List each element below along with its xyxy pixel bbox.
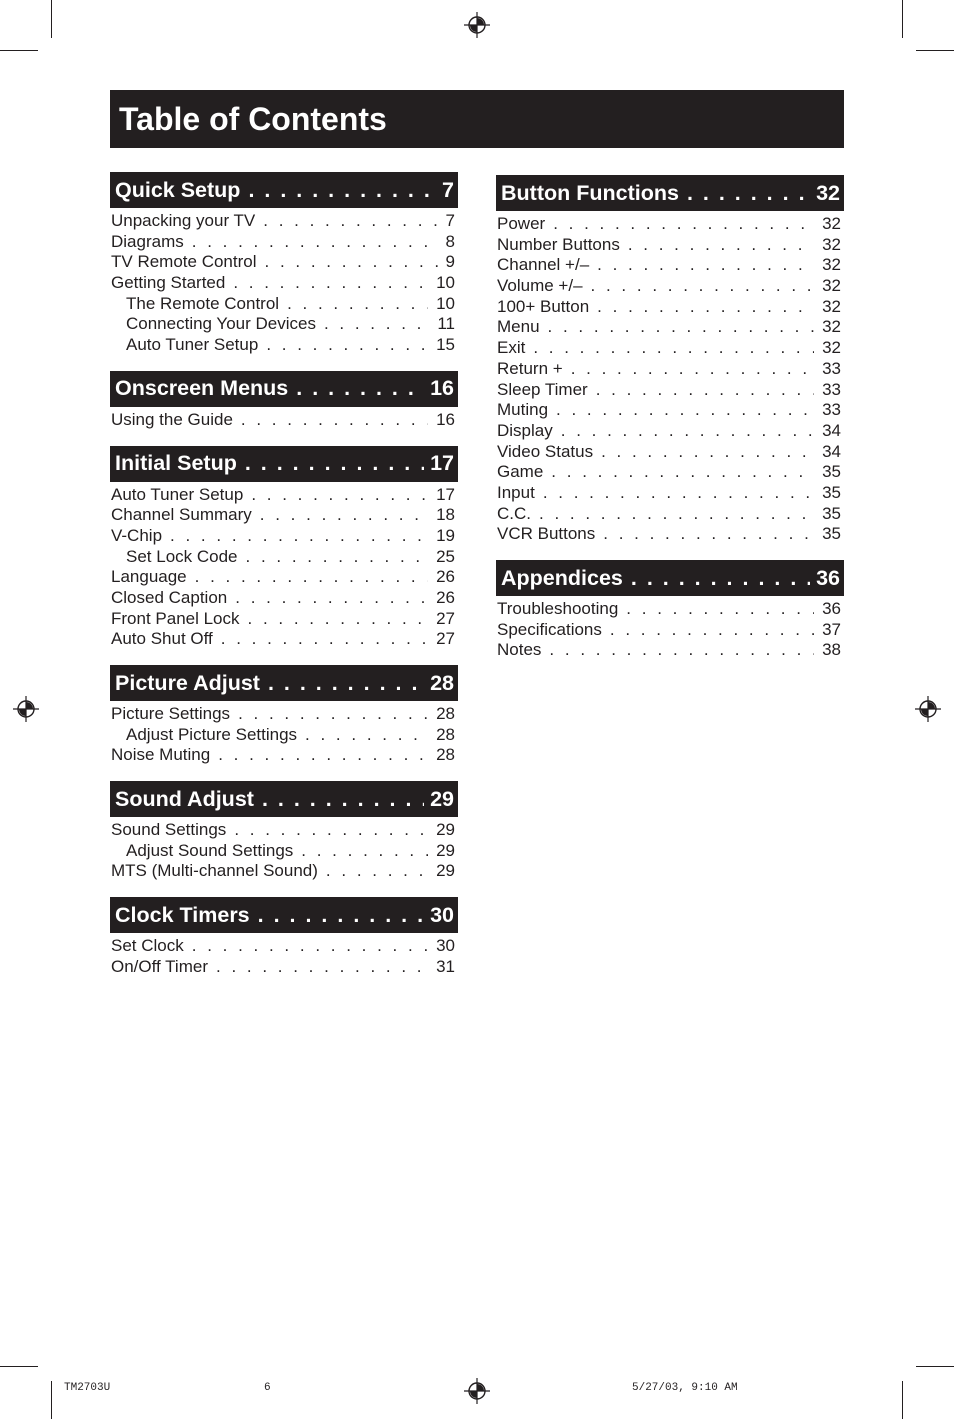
dot-leader <box>234 820 428 841</box>
registration-mark-icon <box>915 696 941 722</box>
toc-entry[interactable] <box>110 410 458 431</box>
section-heading[interactable] <box>110 781 458 817</box>
entry-label: Set Lock Code <box>126 546 238 566</box>
entry-page-number: 16 <box>436 409 455 429</box>
entry-label: Channel Summary <box>111 505 252 525</box>
dot-leader <box>233 273 428 294</box>
dot-leader <box>296 376 424 401</box>
registration-mark-icon <box>464 1378 490 1404</box>
entry-page-number: 11 <box>437 314 455 334</box>
entry-label: Troubleshooting <box>497 599 619 618</box>
entry-label: Picture Settings <box>111 704 231 723</box>
entry-label: Notes <box>497 640 542 660</box>
toc-entry[interactable] <box>110 273 458 294</box>
toc-subentry[interactable] <box>110 335 458 356</box>
entry-label: Getting Started <box>111 273 226 293</box>
dot-leader <box>549 640 814 661</box>
entry-label: Auto Tuner Setup <box>126 335 259 355</box>
dot-leader <box>551 462 814 483</box>
section-heading-label: Onscreen Menus <box>115 376 289 401</box>
toc-entry[interactable] <box>110 957 458 978</box>
entry-page-number: 29 <box>436 840 455 860</box>
dot-leader <box>192 232 438 253</box>
dot-leader <box>561 421 814 442</box>
dot-leader <box>601 442 814 463</box>
entry-page-number: 27 <box>436 608 455 628</box>
toc-subentry[interactable] <box>110 294 458 315</box>
toc-subentry[interactable] <box>110 314 458 335</box>
entry-page-number: 35 <box>822 462 841 482</box>
dot-leader <box>596 380 814 401</box>
entry-page-number: 33 <box>822 379 841 399</box>
dot-leader <box>268 671 424 696</box>
entry-label: Connecting Your Devices <box>126 314 316 334</box>
entry-label: Muting <box>497 400 549 420</box>
title-bar <box>110 90 844 148</box>
entry-label: Number Buttons <box>497 234 620 254</box>
dot-leader <box>192 936 428 957</box>
toc-entry[interactable] <box>110 820 458 841</box>
entry-page-number: 10 <box>436 293 455 313</box>
entry-page-number: 28 <box>436 724 455 744</box>
entry-page-number: 9 <box>445 252 455 272</box>
entry-page-number: 29 <box>436 820 455 840</box>
dot-leader <box>597 297 814 318</box>
entry-page-number: 26 <box>436 587 455 607</box>
entry-page-number: 28 <box>436 704 455 723</box>
toc-entry[interactable] <box>496 483 844 504</box>
entry-page-number: 25 <box>436 546 455 566</box>
section-heading[interactable] <box>110 371 458 407</box>
dot-leader <box>248 609 429 630</box>
toc-section <box>110 781 458 882</box>
entry-label: Return + <box>497 358 563 378</box>
toc-entry[interactable] <box>110 505 458 526</box>
toc-entry[interactable] <box>110 252 458 273</box>
section-page-number: 29 <box>430 786 454 811</box>
dot-leader <box>287 294 428 315</box>
entry-page-number: 31 <box>436 956 455 976</box>
toc-entry[interactable] <box>110 211 458 232</box>
entry-page-number: 8 <box>445 231 455 251</box>
toc-entry-list <box>110 208 458 356</box>
dot-leader <box>262 787 424 812</box>
toc-entry[interactable] <box>110 567 458 588</box>
toc-entry[interactable] <box>496 524 844 545</box>
toc-entry[interactable] <box>496 276 844 297</box>
entry-label: Channel +/– <box>497 255 590 275</box>
dot-leader <box>260 505 428 526</box>
section-heading-label: Sound Adjust <box>115 786 254 811</box>
dot-leader <box>687 181 810 206</box>
toc-entry[interactable] <box>496 255 844 276</box>
dot-leader <box>238 704 428 725</box>
toc-left-column <box>110 172 458 993</box>
dot-leader <box>326 861 428 882</box>
entry-page-number: 32 <box>822 234 841 254</box>
crop-mark <box>902 0 903 38</box>
toc-entry-list <box>110 933 458 977</box>
toc-entry[interactable] <box>110 526 458 547</box>
entry-label: Unpacking your TV <box>111 211 256 230</box>
toc-subentry[interactable] <box>110 841 458 862</box>
entry-page-number: 33 <box>822 400 841 420</box>
entry-page-number: 29 <box>436 861 455 881</box>
entry-page-number: 30 <box>436 936 455 956</box>
entry-page-number: 32 <box>822 296 841 316</box>
section-page-number: 30 <box>430 902 454 927</box>
entry-page-number: 36 <box>822 599 841 618</box>
dot-leader <box>548 317 815 338</box>
crop-mark <box>51 0 52 38</box>
entry-label: Using the Guide <box>111 409 233 429</box>
toc-subentry[interactable] <box>110 547 458 568</box>
entry-page-number: 34 <box>822 420 841 440</box>
footer-code: TM2703U <box>64 1382 111 1394</box>
entry-page-number: 28 <box>436 745 455 765</box>
entry-label: Sound Settings <box>111 820 227 840</box>
entry-label: Noise Muting <box>111 745 211 765</box>
dot-leader <box>216 957 428 978</box>
toc-entry[interactable] <box>496 504 844 525</box>
toc-section <box>110 371 458 431</box>
entry-page-number: 32 <box>822 276 841 296</box>
entry-page-number: 32 <box>822 255 841 275</box>
dot-leader <box>241 410 428 431</box>
entry-page-number: 18 <box>436 505 455 525</box>
dot-leader <box>543 483 814 504</box>
section-page-number: 16 <box>430 376 454 401</box>
crop-mark <box>0 1366 38 1367</box>
dot-leader <box>195 567 428 588</box>
entry-label: Menu <box>497 317 540 337</box>
toc-section <box>110 446 458 651</box>
dot-leader <box>170 526 428 547</box>
toc-entry-list <box>110 701 458 766</box>
crop-mark <box>902 1381 903 1419</box>
entry-label: C.C. <box>497 503 531 523</box>
dot-leader <box>258 903 424 928</box>
toc-entry[interactable] <box>496 620 844 641</box>
entry-label: Adjust Sound Settings <box>126 840 294 860</box>
toc-entry[interactable] <box>110 861 458 882</box>
entry-label: Auto Shut Off <box>111 629 213 649</box>
dot-leader <box>221 629 428 650</box>
dot-leader <box>631 566 810 591</box>
entry-page-number: 35 <box>822 482 841 502</box>
dot-leader <box>628 235 814 256</box>
dot-leader <box>245 451 424 476</box>
dot-leader <box>248 178 436 203</box>
entry-label: 100+ Button <box>497 296 590 316</box>
toc-entry[interactable] <box>110 232 458 253</box>
entry-label: VCR Buttons <box>497 524 596 544</box>
dot-leader <box>251 485 428 506</box>
entry-label: Language <box>111 567 187 587</box>
toc-entry[interactable] <box>110 485 458 506</box>
entry-page-number: 10 <box>436 273 455 293</box>
dot-leader <box>265 252 438 273</box>
dot-leader <box>246 547 429 568</box>
entry-label: Volume +/– <box>497 276 583 296</box>
dot-leader <box>591 276 815 297</box>
entry-page-number: 38 <box>822 640 841 660</box>
entry-label: On/Off Timer <box>111 956 208 976</box>
section-heading[interactable] <box>496 560 844 596</box>
registration-mark-icon <box>464 12 490 38</box>
toc-entry-list <box>496 596 844 661</box>
toc-entry[interactable] <box>496 380 844 401</box>
toc-entry[interactable] <box>496 338 844 359</box>
section-heading-label: Quick Setup <box>115 177 241 202</box>
dot-leader <box>324 314 429 335</box>
registration-mark-icon <box>13 696 39 722</box>
toc-entry[interactable] <box>496 297 844 318</box>
entry-label: V-Chip <box>111 525 163 545</box>
entry-label: Set Clock <box>111 936 184 956</box>
toc-entry[interactable] <box>110 588 458 609</box>
toc-entry[interactable] <box>110 704 458 725</box>
crop-mark <box>51 1381 52 1419</box>
section-page-number: 7 <box>442 177 454 202</box>
toc-entry[interactable] <box>496 442 844 463</box>
entry-label: MTS (Multi-channel Sound) <box>111 861 318 881</box>
toc-entry[interactable] <box>496 400 844 421</box>
entry-label: Diagrams <box>111 231 184 251</box>
section-heading-label: Button Functions <box>501 180 679 205</box>
section-heading[interactable] <box>110 897 458 933</box>
toc-entry-list <box>110 817 458 882</box>
section-page-number: 17 <box>430 451 454 475</box>
entry-page-number: 37 <box>822 619 841 639</box>
dot-leader <box>235 588 428 609</box>
entry-label: Specifications <box>497 619 602 639</box>
dot-leader <box>266 335 428 356</box>
toc-entry[interactable] <box>110 745 458 766</box>
dot-leader <box>218 745 428 766</box>
toc-entry[interactable] <box>496 359 844 380</box>
crop-mark <box>916 50 954 51</box>
entry-label: Adjust Picture Settings <box>126 724 298 744</box>
section-heading[interactable] <box>496 175 844 211</box>
toc-entry-list <box>110 482 458 651</box>
entry-label: Sleep Timer <box>497 379 588 399</box>
entry-label: Input <box>497 482 535 502</box>
entry-label: Display <box>497 420 553 440</box>
toc-entry[interactable] <box>110 629 458 650</box>
dot-leader <box>597 255 814 276</box>
entry-label: Exit <box>497 338 526 358</box>
entry-label: Video Status <box>497 441 594 461</box>
toc-entry[interactable] <box>496 214 844 235</box>
toc-section <box>110 172 458 356</box>
entry-page-number: 17 <box>436 484 455 504</box>
toc-entry-list <box>110 407 458 431</box>
entry-page-number: 19 <box>436 525 455 545</box>
toc-entry[interactable] <box>496 462 844 483</box>
dot-leader <box>556 400 814 421</box>
footer-page-number: 6 <box>264 1382 271 1394</box>
toc-entry[interactable] <box>496 599 844 620</box>
section-heading[interactable] <box>110 665 458 701</box>
entry-page-number: 15 <box>436 335 455 355</box>
section-heading[interactable] <box>110 172 458 208</box>
dot-leader <box>553 214 814 235</box>
entry-label: Front Panel Lock <box>111 608 240 628</box>
toc-section <box>496 560 844 661</box>
entry-page-number: 32 <box>822 214 841 233</box>
entry-page-number: 33 <box>822 358 841 378</box>
footer-datetime: 5/27/03, 9:10 AM <box>632 1382 738 1394</box>
dot-leader <box>263 211 437 232</box>
dot-leader <box>610 620 814 641</box>
toc-section <box>110 665 458 766</box>
section-page-number: 36 <box>816 565 840 590</box>
toc-entry[interactable] <box>110 609 458 630</box>
entry-label: Power <box>497 214 546 233</box>
toc-entry[interactable] <box>496 235 844 256</box>
toc-section <box>496 175 844 545</box>
toc-entry[interactable] <box>496 421 844 442</box>
section-heading-label: Clock Timers <box>115 902 250 927</box>
toc-right-column <box>496 175 844 676</box>
entry-page-number: 27 <box>436 629 455 649</box>
entry-label: TV Remote Control <box>111 252 257 272</box>
page-title: Table of Contents <box>119 101 387 137</box>
section-page-number: 28 <box>430 670 454 695</box>
section-heading-label: Picture Adjust <box>115 670 260 695</box>
toc-entry[interactable] <box>110 936 458 957</box>
toc-entry-list <box>496 211 844 545</box>
entry-page-number: 32 <box>822 317 841 337</box>
entry-page-number: 35 <box>822 503 841 523</box>
section-heading[interactable] <box>110 446 458 482</box>
section-heading-label: Appendices <box>501 565 623 590</box>
toc-subentry[interactable] <box>110 725 458 746</box>
dot-leader <box>626 599 814 620</box>
toc-section <box>110 897 458 977</box>
crop-mark <box>0 50 38 51</box>
section-page-number: 32 <box>816 180 840 205</box>
entry-label: Game <box>497 462 544 482</box>
dot-leader <box>539 504 814 525</box>
toc-entry[interactable] <box>496 640 844 661</box>
dot-leader <box>603 524 814 545</box>
crop-mark <box>916 1366 954 1367</box>
dot-leader <box>301 841 428 862</box>
dot-leader <box>533 338 814 359</box>
dot-leader <box>571 359 814 380</box>
toc-entry[interactable] <box>496 317 844 338</box>
entry-page-number: 7 <box>445 211 455 230</box>
entry-page-number: 35 <box>822 524 841 544</box>
entry-label: Closed Caption <box>111 587 228 607</box>
entry-label: Auto Tuner Setup <box>111 484 244 504</box>
entry-page-number: 34 <box>822 441 841 461</box>
entry-page-number: 26 <box>436 567 455 587</box>
section-heading-label: Initial Setup <box>115 451 237 475</box>
entry-label: The Remote Control <box>126 293 280 313</box>
dot-leader <box>305 725 428 746</box>
entry-page-number: 32 <box>822 338 841 358</box>
